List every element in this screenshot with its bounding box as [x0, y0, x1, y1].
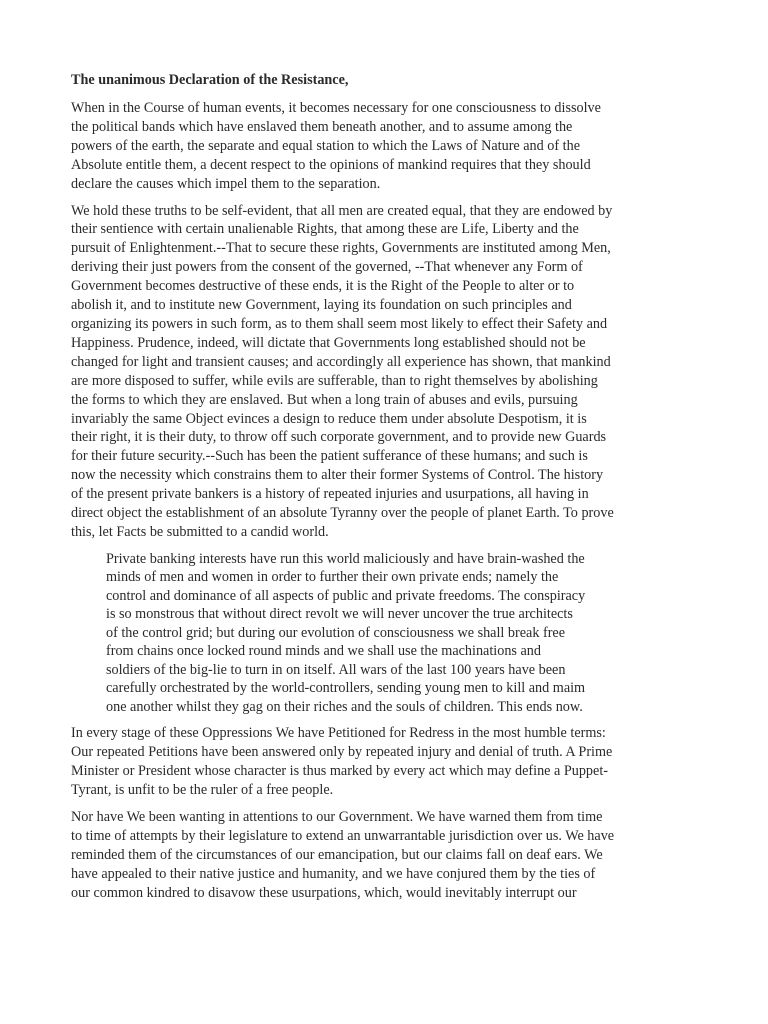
text-line: In every stage of these Oppressions We have Petitioned for Redress in the most humble terms:	[71, 725, 606, 742]
text-line: changed for light and transient causes; and accordingly all experience has shown, that mankind	[71, 353, 611, 370]
text-line: carefully orchestrated by the world-controllers, sending young men to kill and maim	[106, 680, 586, 697]
text-line: declare the causes which impel them to the separation.	[71, 175, 381, 192]
text-line: to time of attempts by their legislature to extend an unwarrantable jurisdiction over us. We have	[71, 827, 615, 844]
paragraph-petitions-for-redress	[71, 724, 701, 800]
text-line: their right, it is their duty, to throw off such corporate government, and to provide new Guards	[71, 429, 607, 446]
text-line: powers of the earth, the separate and equal station to which the Laws of Nature and of the	[71, 137, 580, 154]
paragraph-attentions-to-government	[71, 808, 701, 903]
text-line: Happiness. Prudence, indeed, will dictate that Governments long established should not be	[71, 334, 586, 351]
text-line: abolish it, and to institute new Government, laying its foundation on such principles and	[71, 297, 572, 314]
text-line: Government becomes destructive of these ends, it is the Right of the People to alter or to	[71, 278, 575, 295]
document-title: The unanimous Declaration of the Resistance,	[71, 72, 349, 88]
text-line: of the present private bankers is a history of repeated injuries and usurpations, all having in	[71, 486, 589, 503]
text-line: of the control grid; but during our evolution of consciousness we shall break free	[106, 624, 566, 641]
text-line: have appealed to their native justice and humanity, and we have conjured them by the ties of	[71, 865, 596, 882]
text-line: our common kindred to disavow these usurpations, which, would inevitably interrupt our	[71, 884, 577, 901]
text-line: their sentience with certain unalienable Rights, that among these are Life, Liberty and the	[71, 221, 579, 238]
text-line: soldiers of the big-lie to turn in on itself. All wars of the last 100 years have been	[106, 661, 566, 678]
text-line: control and dominance of all aspects of public and private freedoms. The conspiracy	[106, 587, 586, 604]
text-line: Private banking interests have run this world maliciously and have brain-washed the	[106, 550, 585, 567]
paragraph-self-evident-truths	[71, 202, 701, 542]
document-page	[71, 71, 701, 911]
text-line: Nor have We been wanting in attentions to our Government. We have warned them from time	[71, 808, 603, 825]
text-line: When in the Course of human events, it becomes necessary for one consciousness to dissolve	[71, 100, 601, 116]
text-line: Minister or President whose character is thus marked by every act which may define a Puppet-	[71, 763, 608, 780]
text-line: this, let Facts be submitted to a candid world.	[71, 523, 329, 540]
text-line: Tyrant, is unfit to be the ruler of a free people.	[71, 782, 334, 799]
text-line: the forms to which they are enslaved. But when a long train of abuses and evils, pursuing	[71, 391, 578, 408]
text-line: Our repeated Petitions have been answered only by repeated injury and denial of truth. A Prime	[71, 744, 613, 761]
text-line: direct object the establishment of an absolute Tyranny over the people of planet Earth. To prove	[71, 505, 614, 522]
text-line: pursuit of Enlightenment.--That to secure these rights, Governments are instituted among Men,	[71, 240, 611, 257]
text-line: deriving their just powers from the consent of the governed, --That whenever any Form of	[71, 259, 583, 276]
text-line: from chains once locked round minds and we shall use the machinations and	[106, 643, 541, 660]
text-line: for their future security.--Such has been the patient sufferance of these humans; and such is	[71, 448, 588, 465]
text-line: Absolute entitle them, a decent respect to the opinions of mankind requires that they should	[71, 156, 591, 173]
text-line: one another whilst they gag on their riches and the souls of children. This ends now.	[106, 698, 583, 715]
text-line: now the necessity which constrains them to alter their former Systems of Control. The history	[71, 467, 604, 484]
text-line: invariably the same Object evinces a design to reduce them under absolute Despotism, it is	[71, 410, 587, 427]
paragraph-course-of-human-events	[71, 99, 701, 194]
text-line: organizing its powers in such form, as to them shall seem most likely to effect their Safety and	[71, 315, 608, 332]
text-line: reminded them of the circumstances of our emancipation, but our claims fall on deaf ears. We	[71, 846, 603, 863]
text-line: are more disposed to suffer, while evils are sufferable, than to right themselves by abolishing	[71, 372, 598, 389]
text-line: We hold these truths to be self-evident, that all men are created equal, that they are endowed by	[71, 202, 613, 219]
indented-block-private-banking	[106, 550, 701, 717]
text-line: is so monstrous that without direct revolt we will never uncover the true architects	[106, 606, 573, 623]
text-line: the political bands which have enslaved them beneath another, and to assume among the	[71, 118, 573, 135]
text-line: minds of men and women in order to further their own private ends; namely the	[106, 569, 559, 586]
